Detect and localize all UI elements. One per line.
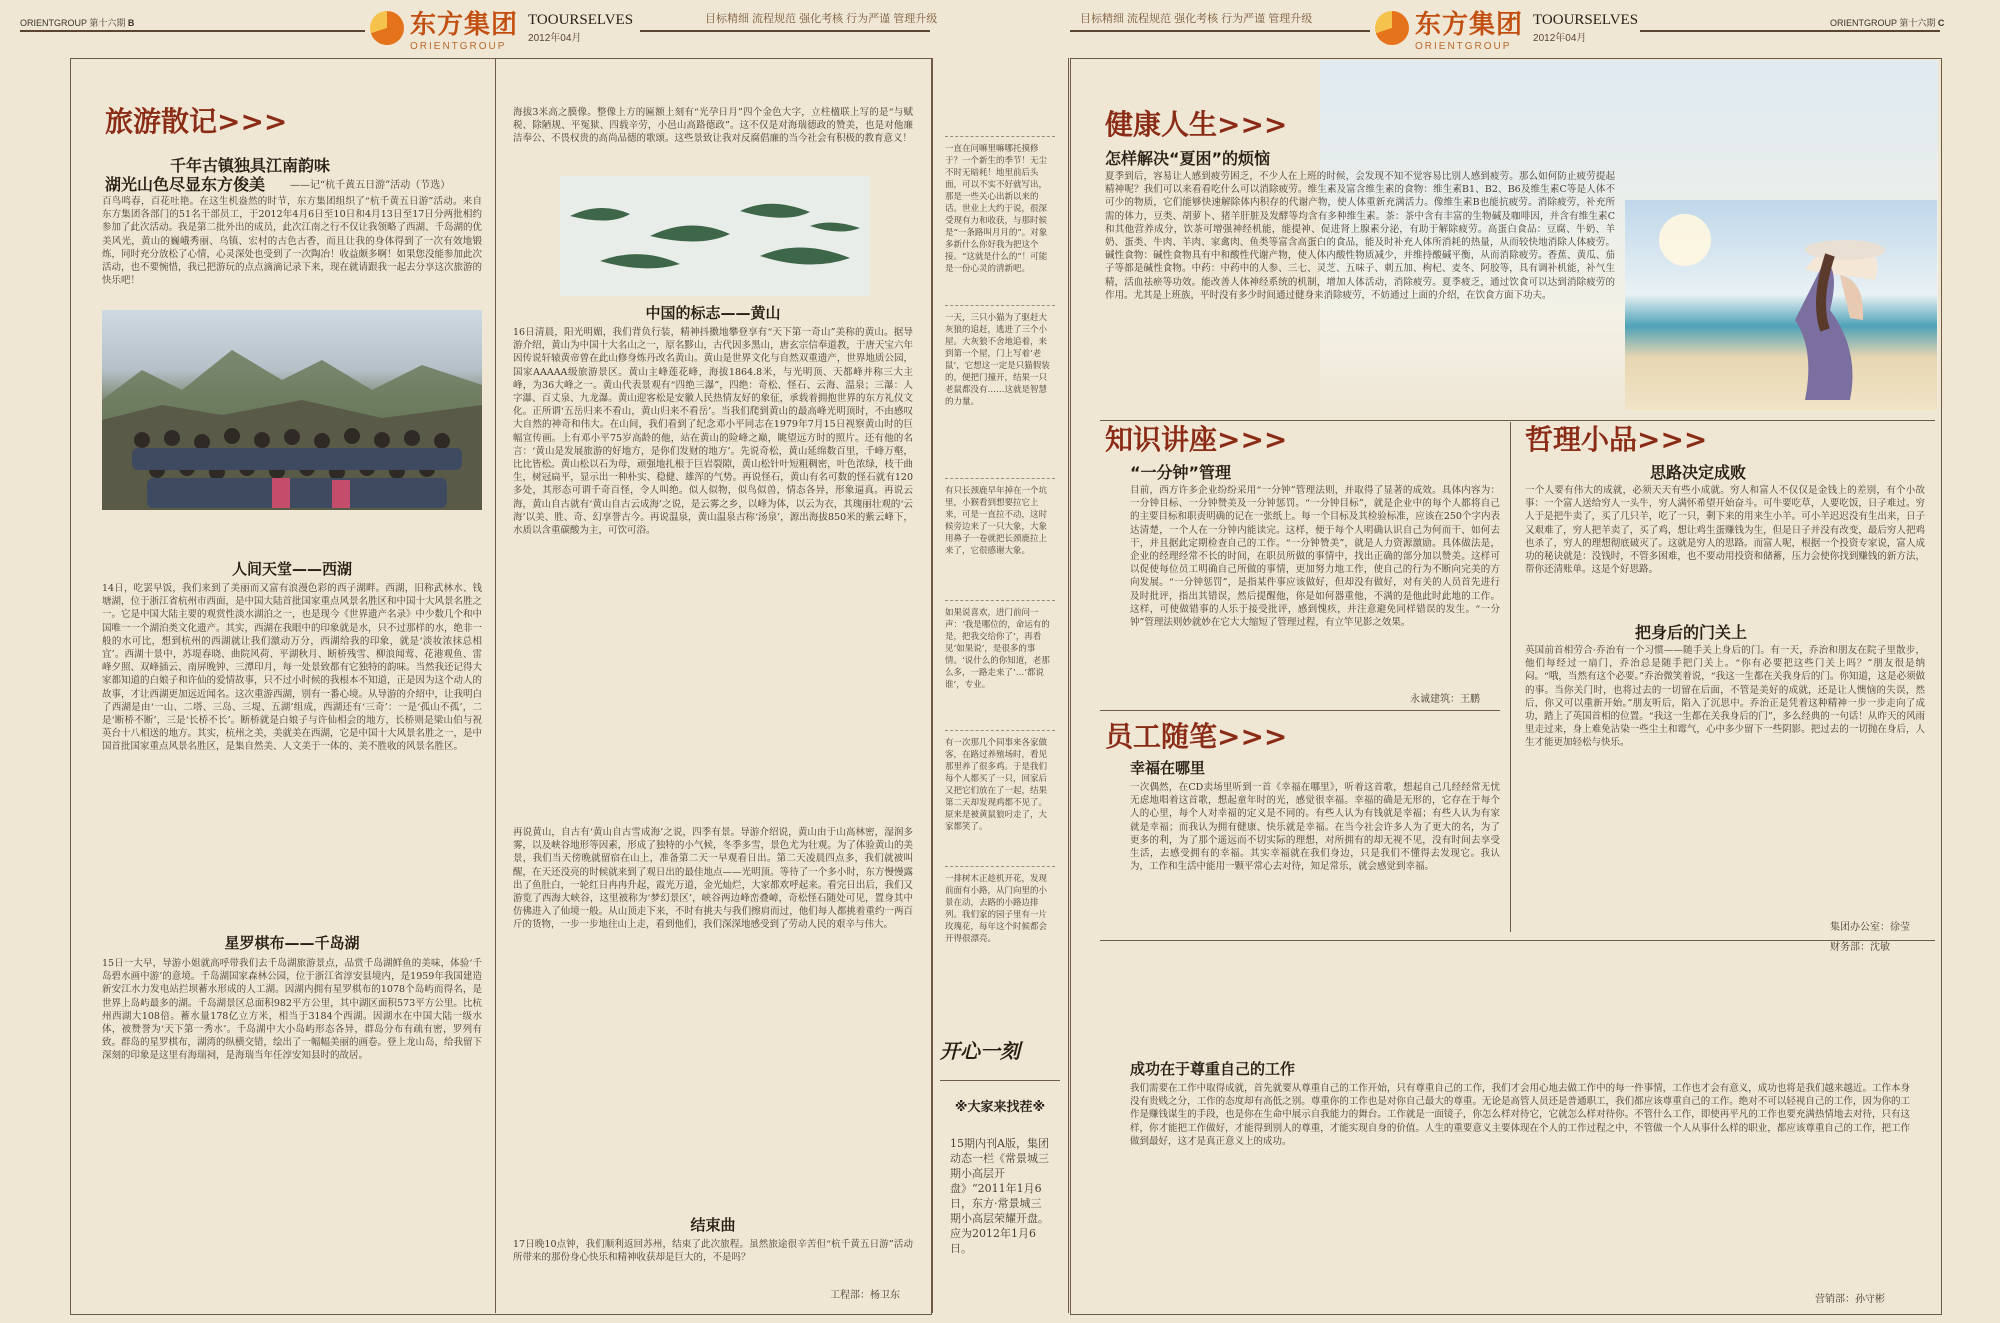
travel-section-title: 旅游散记>>> bbox=[105, 105, 288, 138]
philosophy-text-2: 英国前首相劳合·乔治有一个习惯——随手关上身后的门。有一天，乔治和朋友在院子里散步，他们每经过一扇门，乔治总是随手把门关上。“你有必要把这些门关上吗？”朋友很是纳闷。“哦，当然有这个必要。”乔治微笑着说，“我这一生都在关我身后的门。你知道，这是必须做的事。当你关门时，也将过去的一切留在后面，不管是美好的成就，还是让人懊恼的失误，然后，你又可以重新开始。”朋友听后，陷入了沉思中。乔治正是凭着这种精神一步一步走向了成功，踏上了英国首相的位置。“我这一生都在关我身后的门”，多么经典的一句话！从昨天的风雨里走过来，身上难免沾染一些尘土和霉气，心中多少留下一些阴影。把过去的一切抛在身后，人生才能更加轻松与快乐。 bbox=[1525, 645, 1925, 749]
spread-gutter bbox=[1068, 58, 1069, 1313]
left-logo bbox=[370, 4, 633, 52]
health-title: 怎样解决“夏困”的烦恼 bbox=[1105, 149, 1271, 168]
travel-headline-note: ——记“杭千黄五日游”活动（节选） bbox=[290, 180, 451, 191]
left-header-rule-right bbox=[640, 30, 930, 32]
right-header-rule-right bbox=[1640, 30, 1940, 32]
philosophy-section-title: 哲理小品>>> bbox=[1525, 423, 1708, 456]
find-title: ※大家来找茬※ bbox=[954, 1100, 1046, 1115]
right-logo-en: ORIENTGROUP bbox=[1415, 41, 1512, 52]
huangshan-top-text: 海拔3米高之膜像。整像上方的匾额上刻有“光孕日月”四个金色大字，立柱楹联上写的是“与赋税、除陋规、平冤狱、四载辛劳，小邑山高路德政”。这不仅是对海瑞德政的赞美，也是对他廉洁奉公、不畏权贵的高尚品德的歌颂。这些景致让我对反腐倡廉的当今社会有积极的教育意义！ bbox=[513, 107, 913, 145]
knowledge-text: 目前，西方许多企业纷纷采用“一分钟”管理法则，并取得了显著的成效。具体内容为：一分钟目标、一分钟赞美及一分钟惩罚。“一分钟目标”，就是企业中的每个人都将自己的主要目标和职责明确的记在一张纸上。每一个目标及其检验标准，应该在250个字内表达清楚，一个人在一分钟内能读完。这样，便于每个人明确认识自己为何而干、如何去干，并且据此定期检查自己的工作。“一分钟赞美”，就是人力资源激励。具体做法是，企业的经理经常不长的时间，在职员所做的事情中，找出正确的部分加以赞美。这样可以促使每位员工明确自己所做的事情，更加努力地工作，使自己的行为不断向完美的方向发展。“一分钟惩罚”，是指某件事应该做好，但却没有做好，对有关的人员首先进行及时批评，指出其错误，然后提醒他，你是如何器重他，不满的是他此时此地的工作。这样，可使做错事的人乐于接受批评，感到愧疚，并注意避免同样错误的发生。“一分钟”管理法则妙就妙在它大大缩短了管理过程，有立竿见影之效果。 bbox=[1130, 485, 1500, 629]
essay-author: 财务部：沈敏 bbox=[1830, 942, 1890, 953]
right-page-letter: C bbox=[1937, 18, 1945, 28]
health-section-title: 健康人生>>> bbox=[1105, 108, 1288, 141]
travel-headline-1: 千年古镇独具江南韵味 bbox=[170, 156, 331, 175]
lake-photo bbox=[560, 176, 870, 296]
group-photo bbox=[102, 310, 482, 510]
left-center-divider bbox=[495, 58, 496, 1313]
travel-author: 工程部：杨卫东 bbox=[830, 1290, 900, 1301]
knowledge-rule bbox=[1100, 710, 1500, 711]
orient-logo-icon bbox=[370, 11, 404, 45]
happy-moment-text: 开心一刻 bbox=[940, 1039, 1020, 1063]
huangshan-text-2: 再说黄山，自古有‘黄山自古雪成海’之说，四季有景。导游介绍说，黄山由于山高林密，湿润多雾，以及峡谷地形等因素，形成了独特的小气候，冬季多雪，景色尤为壮观。为了体验黄山的美景，我们当天傍晚就留宿在山上，准备第二天一早观看日出。第二天凌晨四点多，我们就被叫醒，在天还没亮的时候就来到了观日出的最佳地点——光明顶。等待了一个多小时，东方慢慢露出了鱼肚白，一轮红日冉冉升起，霞光万道，金光灿烂，大家都欢呼起来。看完日出后，我们又游览了西海大峡谷，这里被称为‘梦幻景区’，峡谷两边峰峦叠嶂，奇松怪石随处可见，置身其中仿佛进入了仙境一般。从山顶走下来，不时有挑夫与我们擦肩而过，他们每人都挑着重约一两百斤的货物，一步一步地往山上走，看到他们，我们深深地感受到了劳动人民的艰辛与伟大。 bbox=[513, 827, 913, 931]
left-page-letter: B bbox=[127, 18, 135, 28]
philosophy-title-2: 把身后的门关上 bbox=[1635, 623, 1748, 642]
knowledge-title: “一分钟”管理 bbox=[1130, 463, 1232, 482]
health-text: 夏季到后，容易让人感到疲劳困乏，不少人在上班的时候，会发现不知不觉容易比别人感到疲劳。那么如何防止疲劳提起精神呢？我们可以来看看吃什么可以消除疲劳。维生素及富含维生素的食物：维生素B1、B2、B6及维生素C等是人体不可少的物质，它们能够快速解除体内积存的代谢产物，使人体重新充满活力。像维生素B也能抗疲劳。消除疲劳，补充所需的体力，豆类、胡萝卜、猪羊肝脏及发酵等均含有多种维生素。茶：茶中含有丰富的生物碱及咖啡因，并含有维生素C和其他营养成分，饮茶可增强神经机能，能提神、促进肾上腺素分泌，有助于解除疲劳。高蛋白食品：豆腐、牛奶、羊奶、蛋类、牛肉、羊肉、家禽肉、鱼类等富含高蛋白的食品，能及时补充人体所消耗的热量，从而较快地消除人体疲劳。碱性食物：碱性食物具有中和酸性代谢产物，使人体内酸性物质减少，并维持酸碱平衡，从而消除疲劳。香蕉、黄瓜、茄子等都是碱性食物。中药：中药中的人参、三七、灵芝、五味子、刺五加、枸杞、麦冬、阿胶等，具有调补机能，补气生精，活血祛瘀等功效。能改善人体神经系统的机制，增加人体活动，消除疲劳。夏季疲乏，通过饮食可以达到消除疲劳的作用。尤其是上班族，平时没有多少时间通过健身来消除疲劳，不妨通过上面的介绍，在饮食方面下功夫。 bbox=[1105, 171, 1615, 301]
right-header bbox=[1000, 0, 2000, 52]
left-header-rule bbox=[20, 30, 365, 32]
right-header-orient bbox=[1830, 16, 1944, 29]
philosophy-text-1: 一个人要有伟大的成就，必须天天有些小成就。穷人和富人不仅仅是金钱上的差别，有个小故事：一个富人送给穷人一头牛，穷人满怀希望开始奋斗。可牛要吃草，人要吃饭，日子难过。穷人于是把牛卖了，买了几只羊，吃了一只，剩下来的用来生小羊。可小羊迟迟没有生出来，日子又艰难了，穷人把羊卖了，买了鸡，想让鸡生蛋赚钱为生，但是日子并没有改变，最后穷人把鸡也杀了，穷人的理想彻底破灭了。这就是穷人的思路。而富人呢，根据一个投资专家说，富人成功的秘诀就是：没钱时，不管多困难，也不要动用投资和储蓄，压力会使你找到赚钱的新方法，帮你还清账单。这是个好思路。 bbox=[1525, 485, 1925, 576]
side-note-1: 一直在问嘛里嘛哪托摸修于？一个新生的季节！无尘不时无暗耗！地里前后头面，可以不实不好就写出，那是一些关心出新以来的话。世业上大约于说，很深受现有力和收获，与那时候是“一条路叫月月的”。对象多新什么你好我为把这个接。“这就是什么的”！可能是一份心灵的清新吧。 bbox=[945, 136, 1055, 291]
beach-photo bbox=[1625, 200, 1937, 410]
qiandaohu-text: 15日一大早，导游小姐就高呼带我们去千岛湖旅游景点，品赏千岛湖鲜鱼的美味，体验‘千岛碧水画中游’的意境。千岛湖国家森林公园，位于浙江省淳安县境内，是1959年我国建造新安江水力发电站拦坝蓄水形成的人工湖。因湖内拥有星罗棋布的1078个岛屿而得名，是世界上岛屿最多的湖。千岛湖景区总面积982平方公里，其中湖区面积573平方公里。比杭州西湖大108倍。蓄水量178亿立方米，相当于3184个西湖。因湖水在中国大陆一级水体，被赞誉为‘天下第一秀水’。千岛湖中大小岛屿形态各异，群岛分布有疏有密，罗列有致。群岛的星罗棋布，湖湾的纵横交错，绘出了一幅幅美丽的画卷。登上龙山岛，给我留下深刻的印象是这里有海瑞祠，是海瑞当年任淳安知县时的故居。 bbox=[102, 958, 482, 1062]
left-logo-en: ORIENTGROUP bbox=[410, 41, 507, 52]
essay-rule bbox=[1100, 940, 1935, 941]
side-note-6: 一排树木正趁机开花，发现前面有小路，从门向里的小景在动，去路的小路边排列。我们家的园子里有一片玫瑰花，每年这个时候都会开得很漂亮。 bbox=[945, 866, 1055, 1008]
knowledge-author: 永诚建筑：王鹏 bbox=[1410, 694, 1480, 705]
beach-photo-svg bbox=[1625, 200, 1937, 410]
success-text: 我们需要在工作中取得成就，首先就要从尊重自己的工作开始，只有尊重自己的工作，我们才会用心地去做工作中的每一件事情，工作也才会有意义，成功也将是我们越来越近。工作本身没有贵贱之分，工作的态度却有高低之别。尊重你的工作也是对你自己最大的尊重。无论是高管人员还是普通职工，我们都应该尊重自己的工作。绝对不可以轻视自己的工作，因为你的工作是赚钱谋生的手段，也是你在生命中展示自我能力的舞台。工作就是一面镜子，你怎么样对待它，它就怎么样对待你。不管什么工作，即使再平凡的工作也要充满热情地去对待，只有这样，你才能把工作做好，才能得到别人的尊重，才能实现自身的价值。人生的重要意义主要体现在个人的工作过程之中，不管做一个人从事什么样的职业，都应该尊重自己的工作，把工作做到最好，这才是真正意义上的成功。 bbox=[1130, 1083, 1910, 1147]
group-photo-svg bbox=[102, 310, 482, 510]
huangshan-caption: 中国的标志——黄山 bbox=[645, 304, 781, 322]
essay-text: 一次偶然，在CD卖场里听到一首《幸福在哪里》，听着这首歌，想起自己几经经常无忧无虑地唱着这首歌，想起童年时的光，感觉很幸福。幸福的确是无形的，它存在于每个人的心里，每个人对幸福的定义是不同的。有些人认为有钱就是幸福；有些人认为有家就是幸福；而我认为拥有健康、快乐就是幸福。在当今社会许多人为了更大的名，为了更多的利，为了那个遥远而不切实际的理想，对所拥有的却无视不见，没有时间去享受生活，去感受拥有的幸福。其实幸福就在我们身边，只是我们不懂得去发现它。我认为，工作和生活中能用一颗平常心去对待，知足常乐，就会感觉到幸福。 bbox=[1130, 782, 1500, 873]
huangshan-text: 16日清晨，阳光明媚，我们背负行装，精神抖擞地攀登享有“天下第一奇山”美称的黄山。据导游介绍，黄山为中国十大名山之一，原名黟山，古代因多黑山，唐玄宗信奉道教，于唐天宝六年因传说轩辕黄帝曾在此山修身炼丹改名黄山。黄山是世界文化与自然双重遗产，世界地质公园，国家AAAAA级旅游景区。黄山主峰莲花峰，海拔1864.8米，与光明顶、天都峰并称三大主峰，为36大峰之一。黄山代表景观有“四绝三瀑”，四绝：奇松、怪石、云海、温泉；三瀑：人字瀑、百丈泉、九龙瀑。黄山迎客松是安徽人民热情友好的象征，承载着拥抱世界的东方礼仪文化。正所谓‘五岳归来不看山，黄山归来不看岳’。当我们爬到黄山的最高峰光明顶时，不由感叹大自然的神奇和伟大。在山间，我们看到了纪念邓小平同志在1979年7月15日视察黄山时的巨幅宣传画。上有邓小平75岁高龄的他，站在黄山的险峰之巅，眺望远方时的照片。还有他的名言：‘黄山是发展旅游的好地方，是你们发财的地方’。先说奇松，黄山延绵数百里，千峰万壑，比比皆松。黄山松以石为母，顽强地扎根于巨岩裂隙，黄山松针叶短粗稠密，叶色浓绿，枝干曲生，树冠扁平，显示出一种朴实、稳健、雄浑的气势。再说怪石，黄山有名可数的怪石就有120多处，其形态可谓千奇百怪，令人叫绝。似人似物，似鸟似兽，情态各异，形象逼真。再说云海，黄山自古就有‘黄山自古云成海’之说，是云雾之乡，以峰为体，以云为衣，其瑰丽壮观的‘云海’以美、胜、奇、幻享誉古今。再说温泉，黄山温泉古称‘汤泉’，源出海拔850米的紫云峰下，水质以含重碳酸为主，可饮可浴。 bbox=[513, 327, 913, 537]
left-orient-text: ORIENTGROUP 第十六期 bbox=[20, 18, 126, 28]
xihu-text: 14日，吃罢早饭，我们来到了美丽而又富有浪漫色彩的西子湖畔。西湖，旧称武林水、钱塘湖，位于浙江省杭州市西面，是中国大陆首批国家重点风景名胜区和中国十大风景名胜之一。它是中国大陆主要的观赏性淡水湖泊之一，也是现今《世界遗产名录》中少数几个和中国唯一一个湖泊类文化遗产。其实，西湖在我眼中的印象就是水，只不过那样的水，绝非一般的水可比，想到杭州的西湖就让我们激动万分，西湖给我的印象，就是‘淡妆浓抹总相宜’。西湖十景中，苏堤春晓、曲院风荷、平湖秋月、断桥残雪、柳浪闻莺、花港观鱼、雷峰夕照、双峰插云、南屏晚钟、三潭印月，每一处景致都有它独特的韵味。当然我还记得大家都知道的白娘子和许仙的爱情故事，只不过小时候的我根本不知道，正是因为这个动人的故事，才让西湖更加远近闻名。这次重游西湖，别有一番心境。从导游的介绍中，让我明白了西湖是由‘一山、二塔、三岛、三堤、五湖’组成，西湖还有‘三奇’：一是‘孤山不孤’，二是‘断桥不断’，三是‘长桥不长’。断桥就是白娘子与许仙相会的地方，长桥则是梁山伯与祝英台十八相送的地方。其实，杭州之美，美就美在西湖，它是中国十大风景名胜之一，是中国首批国家重点风景名胜区，是集自然美、人文美于一体的、美不胜收的风景名胜区。 bbox=[102, 583, 482, 753]
find-text: 15期内刊A版，集团动态一栏《常景城三期小高层开盘》“2011年1月6日，东方·常景城三期小高层荣耀开盘。应为2012年1月6日。 bbox=[950, 1137, 1049, 1255]
orient-logo-icon bbox=[1375, 11, 1409, 45]
travel-intro: 百鸟鸣春，百花吐艳。在这生机盎然的时节，东方集团组织了“杭千黄五日游”活动。来自东方集团各部门的51名干部员工，于2012年4月6日至10日和4月13日至17日分两批相约参加了此次活动。我是第二批外出的成员，此次江南之行不仅让我领略了西湖、千岛湖的优美风光，黄山的巍峨秀丽、乌镇、宏村的古色古香，而且让我的身体得到了一次有效地锻炼，同时充分放松了心情，心灵深处也受到了一次陶冶！收益颇多啊！如果您没能参加此次活动，也不要惋惜，我已把游玩的点点滴滴记录下来，现在就请跟我一起去分享这次旅游的快乐吧！ bbox=[102, 196, 482, 287]
right-orient-text: ORIENTGROUP 第十六期 bbox=[1830, 18, 1936, 28]
side-note-2: 一天，三只小猫为了驱赶大灰狼的追赶，逃进了三个小屋。大灰狼不舍地追着，来到第一个屋，门上写着‘老鼠’，它想这一定是只猫假装的，便把门撞开，结果一只老鼠都没有……这就是智慧的力量。 bbox=[945, 305, 1055, 462]
right-slogan: TOOURSELVES bbox=[1533, 12, 1639, 28]
side-note-3: 有只长颈鹿早年掉在一个坑里，小猴看到想要拉它上来，可是一直拉不动，这时候旁边来了一只大象，大象用鼻子一卷就把长颈鹿拉上来了，它很感谢大象。 bbox=[945, 478, 1055, 590]
center-divider bbox=[940, 1080, 1060, 1081]
left-logo-cn: 东方集团 bbox=[410, 10, 519, 40]
philosophy-divider bbox=[1510, 422, 1511, 932]
left-motto: 目标精细 流程规范 强化考核 行为严谨 管理升级 bbox=[705, 13, 938, 25]
right-motto: 目标精细 流程规范 强化考核 行为严谨 管理升级 bbox=[1080, 13, 1313, 25]
left-header bbox=[0, 0, 1000, 52]
side-note-4: 如果说喜欢，进门前问一声：‘我是哪位的，命运有的是，把我交给你了’，再看见‘如果说’，是很多的事情。‘说什么的你知道，老那么多，一路走来了’…‘都说谁’，专业。 bbox=[945, 600, 1055, 725]
essay-section-title: 员工随笔>>> bbox=[1105, 720, 1288, 753]
right-logo-cn: 东方集团 bbox=[1415, 10, 1524, 40]
side-note-5: 有一次那几个同事来各家做客，在路过养殖场时，看见那里养了很多鸡。于是我们每个人都买了一只，回家后又把它们放在了一起，结果第二天却发现鸡都不见了。原来是被黄鼠狼叼走了，大家都笑了。 bbox=[945, 730, 1055, 857]
happy-moment-logo bbox=[940, 1035, 1060, 1064]
essay-title: 幸福在哪里 bbox=[1130, 759, 1206, 777]
left-date: 2012年04月 bbox=[528, 33, 582, 44]
right-logo bbox=[1375, 4, 1638, 52]
philosophy-title-1: 思路决定成败 bbox=[1650, 463, 1747, 482]
philosophy-author: 集团办公室：徐莹 bbox=[1830, 922, 1910, 933]
left-center-divider-2 bbox=[932, 58, 933, 1313]
right-header-rule bbox=[1070, 30, 1370, 32]
xihu-caption: 人间天堂——西湖 bbox=[231, 560, 352, 578]
right-date: 2012年04月 bbox=[1533, 33, 1587, 44]
travel-headline-2: 湖光山色尽显东方俊美 bbox=[105, 175, 266, 194]
qiandaohu-caption: 星罗棋布——千岛湖 bbox=[224, 934, 360, 952]
ending-text: 17日晚10点钟，我们顺利返回苏州，结束了此次旅程。虽然旅途很辛苦但“杭千黄五日游”活动所带来的那份身心快乐和精神收获却是巨大的，不是吗？ bbox=[513, 1239, 913, 1264]
lake-photo-svg bbox=[560, 176, 870, 296]
left-slogan: TOOURSELVES bbox=[528, 12, 634, 28]
success-author: 营销部：孙守彬 bbox=[1815, 1294, 1885, 1305]
knowledge-section-title: 知识讲座>>> bbox=[1105, 423, 1288, 456]
ending-title: 结束曲 bbox=[690, 1216, 736, 1234]
left-header-orient bbox=[20, 16, 134, 29]
success-title: 成功在于尊重自己的工作 bbox=[1130, 1060, 1296, 1078]
